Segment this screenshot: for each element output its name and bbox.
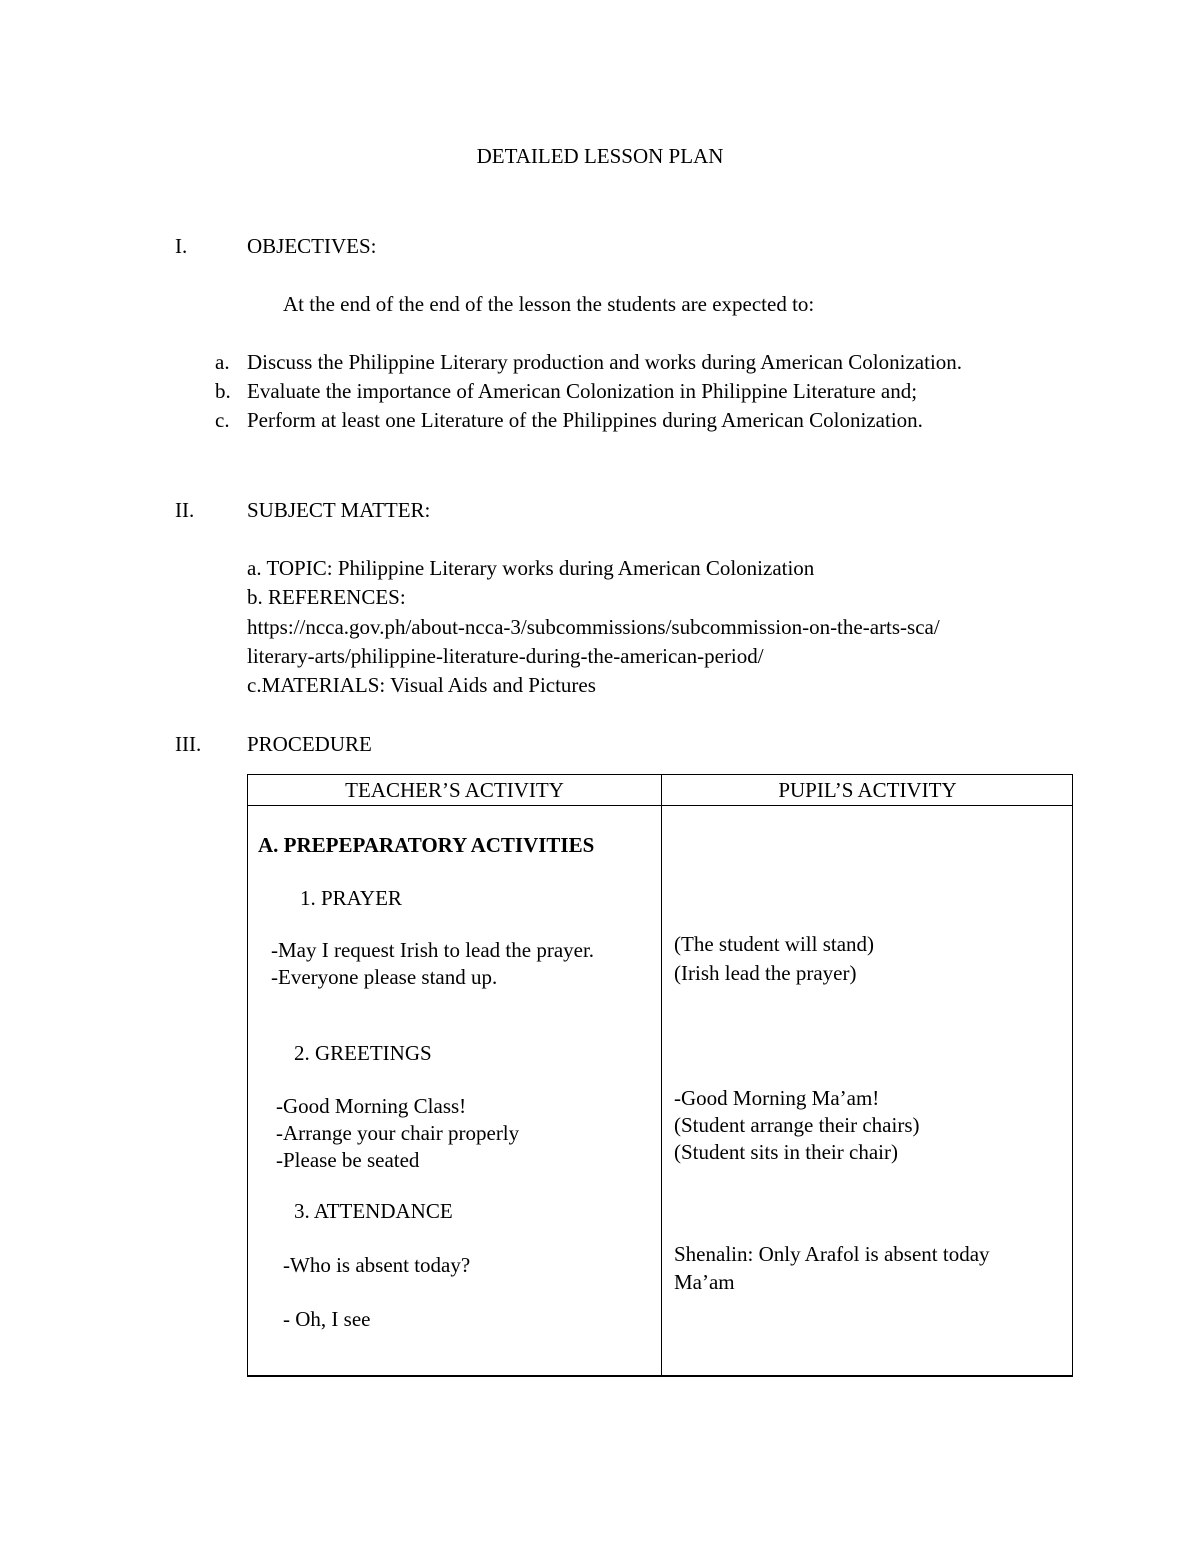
objective-item-a: Discuss the Philippine Literary production and works during American Colonization. [247, 350, 963, 374]
attendance-pupil-line1: Shenalin: Only Arafol is absent today [674, 1242, 990, 1266]
objective-letter-a: a. [215, 350, 230, 374]
prayer-pupil-line1: (The student will stand) [674, 932, 875, 956]
greetings-teacher-line3: -Please be seated [276, 1148, 420, 1172]
prayer-teacher-line1: -May I request Irish to lead the prayer. [271, 938, 595, 962]
pupil-activity-header: PUPIL’S ACTIVITY [778, 778, 957, 802]
section-heading-objectives: OBJECTIVES: [247, 234, 377, 258]
prayer-heading: 1. PRAYER [300, 886, 402, 910]
prep-activities-heading: A. PREPEPARATORY ACTIVITIES [258, 833, 595, 857]
procedure-table [247, 774, 1073, 1377]
attendance-teacher-line2: - Oh, I see [283, 1307, 371, 1331]
objectives-intro: At the end of the end of the lesson the students are expected to: [283, 292, 815, 316]
subject-materials: c.MATERIALS: Visual Aids and Pictures [247, 673, 596, 697]
section-numeral-subject: II. [175, 498, 195, 522]
objective-letter-c: c. [215, 408, 230, 432]
reference-link-line2[interactable]: literary-arts/philippine-literature-during-the-american-period/ [247, 644, 764, 668]
document-title: DETAILED LESSON PLAN [476, 144, 724, 168]
teacher-activity-header: TEACHER’S ACTIVITY [345, 778, 564, 802]
attendance-pupil-line2: Ma’am [674, 1270, 735, 1294]
section-numeral-procedure: III. [175, 732, 202, 756]
reference-link-line1[interactable]: https://ncca.gov.ph/about-ncca-3/subcommissions/subcommission-on-the-arts-sca/ [247, 615, 940, 639]
prayer-teacher-line2: -Everyone please stand up. [271, 965, 498, 989]
subject-topic: a. TOPIC: Philippine Literary works during American Colonization [247, 556, 815, 580]
subject-references-label: b. REFERENCES: [247, 585, 406, 609]
greetings-pupil-line1: -Good Morning Ma’am! [674, 1086, 880, 1110]
table-header-divider [248, 805, 1072, 806]
section-numeral-objectives: I. [175, 234, 188, 258]
objective-item-c: Perform at least one Literature of the Philippines during American Colonization. [247, 408, 923, 432]
attendance-teacher-line1: -Who is absent today? [283, 1253, 471, 1277]
objective-item-b: Evaluate the importance of American Colonization in Philippine Literature and; [247, 379, 918, 403]
greetings-teacher-line2: -Arrange your chair properly [276, 1121, 520, 1145]
table-column-divider [661, 775, 662, 1375]
greetings-pupil-line3: (Student sits in their chair) [674, 1140, 898, 1164]
greetings-teacher-line1: -Good Morning Class! [276, 1094, 467, 1118]
section-heading-subject: SUBJECT MATTER: [247, 498, 431, 522]
greetings-pupil-line2: (Student arrange their chairs) [674, 1113, 920, 1137]
section-heading-procedure: PROCEDURE [247, 732, 372, 756]
attendance-heading: 3. ATTENDANCE [294, 1199, 453, 1223]
greetings-heading: 2. GREETINGS [294, 1041, 432, 1065]
objective-letter-b: b. [215, 379, 231, 403]
prayer-pupil-line2: (Irish lead the prayer) [674, 961, 857, 985]
